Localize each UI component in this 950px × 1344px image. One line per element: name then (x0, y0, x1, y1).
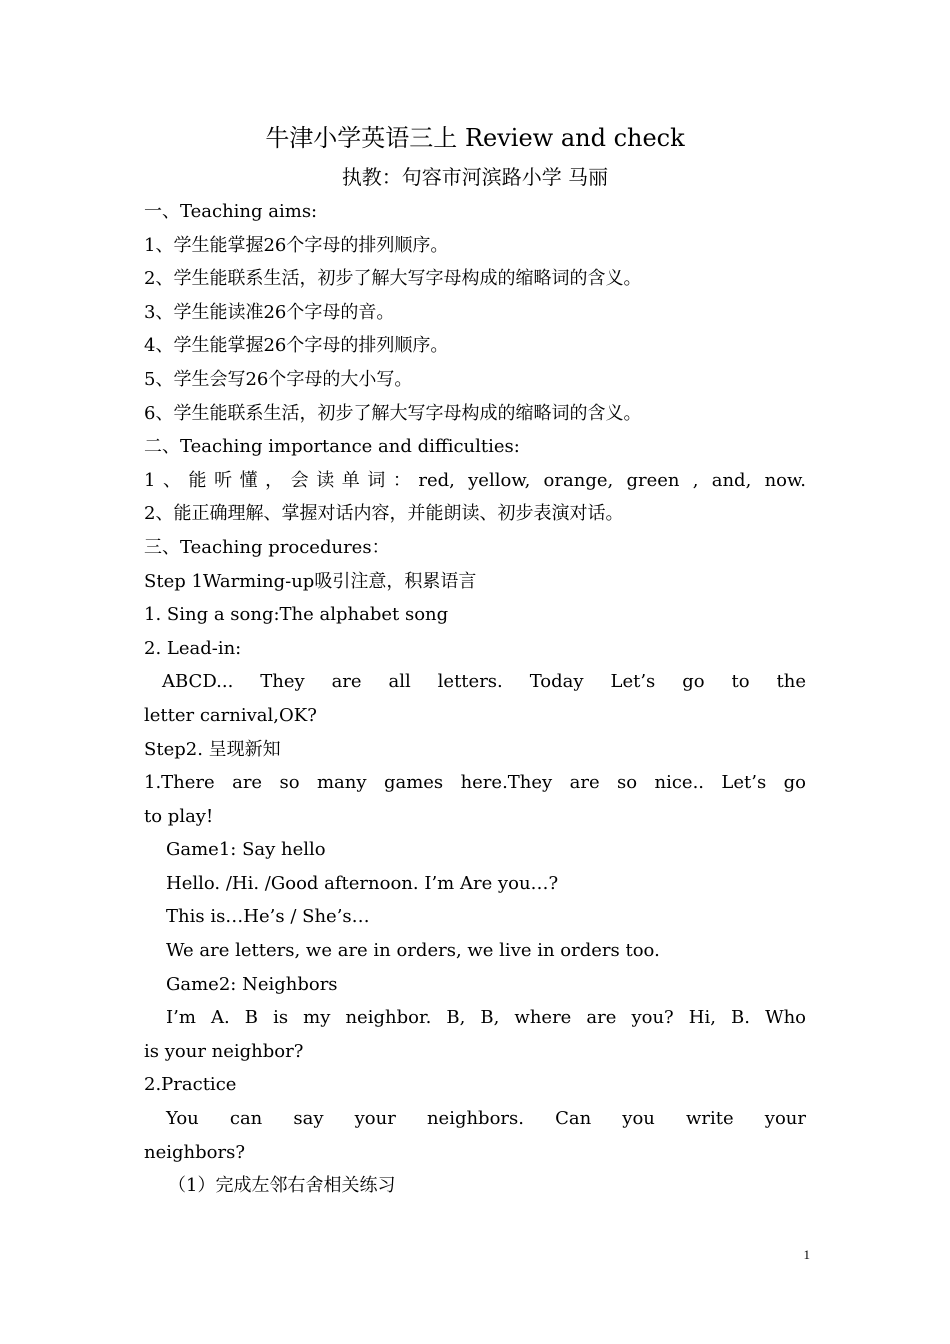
procedure-item: 2.Practice (144, 1074, 237, 1096)
paragraph-line: to play! (144, 805, 214, 827)
paragraph-line: letter carnival,OK? (144, 704, 317, 726)
paragraph-line: 1.There are so many games here.They are so nice.. Let’s go (144, 772, 806, 794)
step-heading: Step2. 呈现新知 (144, 738, 281, 760)
procedure-item: 1. Sing a song:The alphabet song (144, 604, 449, 626)
section-heading-importance: 二、Teaching importance and difficulties: (144, 436, 520, 458)
paragraph-line: You can say your neighbors. Can you write your (166, 1108, 806, 1130)
procedure-item: 2. Lead-in: (144, 637, 242, 659)
section-heading-procedures: 三、Teaching procedures： (144, 536, 390, 558)
aim-item: 2、学生能联系生活，初步了解大写字母构成的缩略词的含义。 (144, 268, 642, 290)
aim-item: 4、学生能掌握26个字母的排列顺序。 (144, 335, 449, 357)
page-number: 1 (803, 1247, 810, 1262)
document-title: 牛津小学英语三上 Review and check (265, 124, 685, 152)
game-heading: Game2: Neighbors (166, 973, 338, 995)
dialogue-line: is your neighbor? (144, 1040, 304, 1062)
importance-item: 2、能正确理解、掌握对话内容，并能朗读、初步表演对话。 (144, 503, 624, 525)
dialogue-line: We are letters, we are in orders, we live in orders too. (166, 940, 660, 962)
aim-item: 6、学生能联系生活，初步了解大写字母构成的缩略词的含义。 (144, 402, 642, 424)
game-heading: Game1: Say hello (166, 839, 326, 861)
paragraph-line: neighbors? (144, 1141, 245, 1163)
exercise-item: （1）完成左邻右舍相关练习 (168, 1175, 396, 1197)
section-heading-aims: 一、Teaching aims: (144, 201, 318, 222)
dialogue-line: Hello. /Hi. /Good afternoon. I’m Are you…? (166, 872, 559, 894)
dialogue-line: I’m A. B is my neighbor. B, B, where are you? Hi, B. Who (166, 1007, 806, 1029)
aim-item: 5、学生会写26个字母的大小写。 (144, 368, 413, 390)
author-line: 执教：句容市河滨路小学 马丽 (341, 165, 609, 189)
dialogue-line: This is…He’s / She’s… (166, 906, 370, 928)
paragraph-line: ABCD... They are all letters. Today Let’s go to the (162, 671, 806, 693)
aim-item: 1、学生能掌握26个字母的排列顺序。 (144, 234, 449, 256)
document-body (144, 195, 806, 1203)
aim-item: 3、学生能读准26个字母的音。 (144, 301, 395, 323)
step-heading: Step 1Warming-up吸引注意，积累语言 (144, 570, 477, 592)
importance-item: 1、能听懂，会读单词：red, yellow, orange, green , and, now. (144, 469, 806, 491)
